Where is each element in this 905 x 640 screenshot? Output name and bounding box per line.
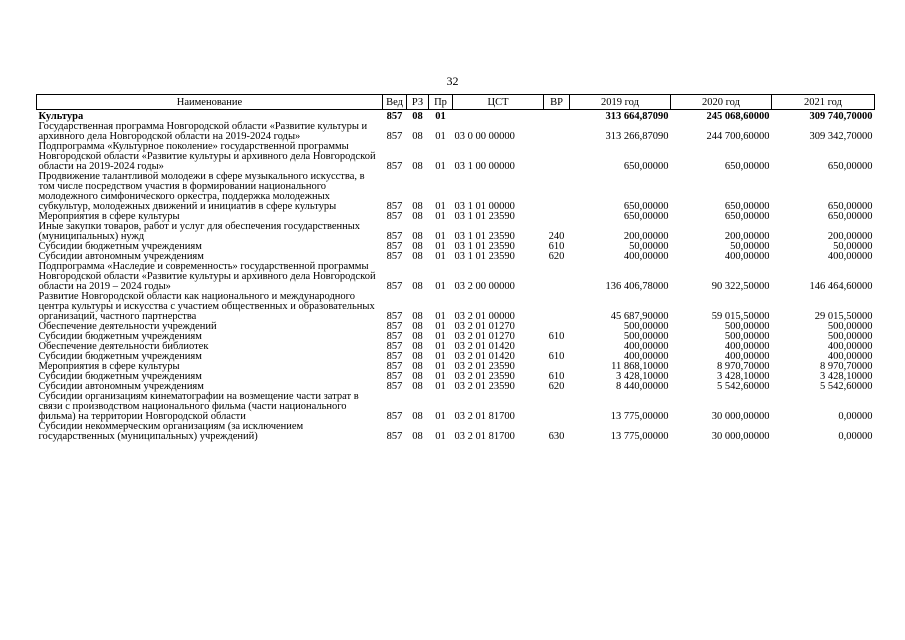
cell-y2019: 313 664,87090 [605, 111, 669, 122]
cell-y2021: 500,00000 [827, 331, 873, 342]
cell-vr [544, 262, 570, 292]
cell-y2021: 0,00000 [838, 431, 873, 442]
cell-pr: 01 [435, 131, 446, 142]
cell-y2020: 400,00000 [724, 351, 770, 362]
cell-ved: 857 [386, 111, 403, 122]
header-name: Наименование [37, 95, 383, 110]
cell-y2021: 8 970,70000 [820, 361, 873, 372]
cell-pr: 01 [435, 411, 446, 422]
cell-y2019: 400,00000 [623, 251, 669, 262]
cell-vr [544, 110, 570, 123]
cell-ved: 857 [386, 351, 403, 362]
cell-y2019: 50,00000 [629, 241, 669, 252]
cell-y2020: 400,00000 [724, 251, 770, 262]
cell-y2019: 45 687,90000 [610, 311, 669, 322]
cell-name: Субсидии бюджетным учреждениям [38, 241, 202, 252]
table-row [37, 422, 875, 442]
cell-cst: 03 1 00 00000 [454, 161, 515, 172]
cell-cst: 03 1 01 23590 [454, 211, 515, 222]
cell-y2021: 309 342,70000 [809, 131, 873, 142]
cell-y2021: 400,00000 [827, 341, 873, 352]
cell-rz: 08 [412, 331, 423, 342]
cell-name: Иные закупки товаров, работ и услуг для обеспечения государственных (муниципальных) нужд [38, 221, 361, 242]
cell-y2019: 313 266,87090 [605, 131, 669, 142]
cell-cst: 03 2 01 81700 [454, 431, 515, 442]
cell-rz: 08 [412, 381, 423, 392]
cell-cst: 03 1 01 23590 [454, 241, 515, 252]
cell-y2019: 3 428,10000 [616, 371, 669, 382]
cell-rz: 08 [412, 231, 423, 242]
cell-y2020: 8 970,70000 [717, 361, 770, 372]
cell-vr [544, 212, 570, 222]
cell-ved: 857 [386, 341, 403, 352]
table-header-row [37, 95, 875, 110]
cell-y2021: 400,00000 [827, 351, 873, 362]
cell-ved: 857 [386, 231, 403, 242]
header-2019: 2019 год [570, 95, 671, 110]
cell-pr: 01 [435, 111, 446, 122]
cell-pr: 01 [435, 201, 446, 212]
cell-cst: 03 2 01 01270 [454, 321, 515, 332]
cell-name: Подпрограмма «Культурное поколение» государственной программы Новгородской области «Развитие культуры и архивного дела Новгородской области на 2019-2024 годы» [38, 141, 376, 172]
cell-y2020: 3 428,10000 [717, 371, 770, 382]
cell-cst: 03 2 01 01270 [454, 331, 515, 342]
cell-name: Обеспечение деятельности учреждений [38, 321, 217, 332]
table-row [37, 222, 875, 242]
cell-ved: 857 [386, 201, 403, 212]
cell-ved: 857 [386, 411, 403, 422]
cell-y2019: 400,00000 [623, 351, 669, 362]
cell-ved: 857 [386, 281, 403, 292]
cell-y2019: 13 775,00000 [610, 431, 669, 442]
cell-pr: 01 [435, 381, 446, 392]
header-pr: Пр [429, 95, 453, 110]
cell-vr: 620 [548, 381, 565, 392]
header-ved: Вед [383, 95, 407, 110]
cell-rz: 08 [412, 161, 423, 172]
cell-pr: 01 [435, 241, 446, 252]
cell-vr: 630 [548, 431, 565, 442]
cell-cst: 03 2 00 00000 [454, 281, 515, 292]
cell-ved: 857 [386, 381, 403, 392]
cell-rz: 08 [412, 411, 423, 422]
cell-y2020: 245 068,60000 [706, 111, 770, 122]
cell-y2019: 136 406,78000 [605, 281, 669, 292]
cell-pr: 01 [435, 351, 446, 362]
cell-vr [544, 172, 570, 212]
cell-y2020: 30 000,00000 [711, 411, 770, 422]
cell-cst: 03 2 01 23590 [454, 371, 515, 382]
cell-pr: 01 [435, 321, 446, 332]
cell-y2020: 650,00000 [724, 201, 770, 212]
table-row [37, 262, 875, 292]
cell-name: Субсидии автономным учреждениям [38, 381, 204, 392]
cell-name: Субсидии бюджетным учреждениям [38, 351, 202, 362]
cell-rz: 08 [412, 201, 423, 212]
cell-y2021: 400,00000 [827, 251, 873, 262]
budget-table [36, 94, 875, 442]
cell-rz: 08 [412, 431, 423, 442]
header-cst: ЦСТ [453, 95, 544, 110]
cell-y2021: 29 015,50000 [814, 311, 873, 322]
cell-pr: 01 [435, 231, 446, 242]
cell-pr: 01 [435, 311, 446, 322]
cell-vr [544, 292, 570, 322]
cell-y2019: 13 775,00000 [610, 411, 669, 422]
cell-name: Субсидии бюджетным учреждениям [38, 371, 202, 382]
cell-vr: 610 [548, 351, 565, 362]
cell-pr: 01 [435, 281, 446, 292]
cell-y2021: 200,00000 [827, 231, 873, 242]
cell-cst: 03 1 01 23590 [454, 251, 515, 262]
table-row [37, 172, 875, 212]
cell-vr: 240 [548, 231, 565, 242]
cell-y2021: 500,00000 [827, 321, 873, 332]
cell-rz: 08 [412, 131, 423, 142]
cell-pr: 01 [435, 431, 446, 442]
header-2021: 2021 год [772, 95, 875, 110]
header-vr: ВР [544, 95, 570, 110]
cell-y2020: 400,00000 [724, 341, 770, 352]
cell-rz: 08 [412, 241, 423, 252]
cell-cst: 03 1 01 23590 [454, 231, 515, 242]
cell-y2020: 244 700,60000 [706, 131, 770, 142]
cell-ved: 857 [386, 241, 403, 252]
cell-rz: 08 [412, 341, 423, 352]
cell-y2021: 309 740,70000 [809, 111, 873, 122]
cell-y2019: 650,00000 [623, 161, 669, 172]
cell-cst: 03 2 01 00000 [454, 311, 515, 322]
cell-y2019: 400,00000 [623, 341, 669, 352]
cell-y2021: 50,00000 [833, 241, 873, 252]
cell-y2020: 200,00000 [724, 231, 770, 242]
cell-pr: 01 [435, 211, 446, 222]
cell-cst [453, 110, 544, 123]
header-rz: РЗ [407, 95, 429, 110]
cell-name: Мероприятия в сфере культуры [38, 361, 180, 372]
cell-pr: 01 [435, 361, 446, 372]
cell-y2021: 650,00000 [827, 201, 873, 212]
cell-rz: 08 [412, 311, 423, 322]
cell-name: Субсидии бюджетным учреждениям [38, 331, 202, 342]
cell-vr: 610 [548, 241, 565, 252]
cell-pr: 01 [435, 341, 446, 352]
cell-cst: 03 2 01 23590 [454, 381, 515, 392]
cell-name: Продвижение талантливой молодежи в сфере музыкального искусства, в том числе посредством участия в формировании национального молодежного симфонического оркестра, поддержка молодежных субкультур, молодежных движений и инициатив в сфере культуры [38, 171, 365, 212]
cell-name: Обеспечение деятельности библиотек [38, 341, 209, 352]
cell-y2021: 650,00000 [827, 161, 873, 172]
cell-cst: 03 2 01 01420 [454, 351, 515, 362]
cell-name: Государственная программа Новгородской области «Развитие культуры и архивного дела Новгородской области на 2019-2024 годы» [38, 121, 368, 142]
cell-y2019: 500,00000 [623, 321, 669, 332]
cell-pr: 01 [435, 161, 446, 172]
cell-pr: 01 [435, 331, 446, 342]
cell-y2020: 50,00000 [730, 241, 770, 252]
cell-ved: 857 [386, 361, 403, 372]
cell-rz: 08 [412, 281, 423, 292]
cell-y2019: 200,00000 [623, 231, 669, 242]
cell-pr: 01 [435, 251, 446, 262]
cell-y2019: 500,00000 [623, 331, 669, 342]
cell-rz: 08 [412, 361, 423, 372]
page-number: 32 [446, 74, 459, 88]
table-row [37, 292, 875, 322]
cell-name: Субсидии автономным учреждениям [38, 251, 204, 262]
cell-ved: 857 [386, 431, 403, 442]
cell-cst: 03 0 00 00000 [454, 131, 515, 142]
cell-rz: 08 [412, 211, 423, 222]
cell-ved: 857 [386, 311, 403, 322]
cell-y2019: 650,00000 [623, 201, 669, 212]
cell-y2020: 500,00000 [724, 331, 770, 342]
cell-ved: 857 [386, 251, 403, 262]
table-row [37, 392, 875, 422]
cell-name: Мероприятия в сфере культуры [38, 211, 180, 222]
cell-y2020: 650,00000 [724, 161, 770, 172]
cell-rz: 08 [412, 321, 423, 332]
cell-y2020: 59 015,50000 [711, 311, 770, 322]
cell-y2021: 3 428,10000 [820, 371, 873, 382]
cell-name: Субсидии организациям кинематографии на возмещение части затрат в связи с производством национального фильма (части национального фильма) на территории Новгородской области [38, 391, 359, 422]
cell-y2020: 650,00000 [724, 211, 770, 222]
cell-y2019: 8 440,00000 [616, 381, 669, 392]
cell-y2020: 30 000,00000 [711, 431, 770, 442]
table-row [37, 122, 875, 142]
cell-y2021: 146 464,60000 [809, 281, 873, 292]
cell-y2020: 90 322,50000 [711, 281, 770, 292]
cell-vr [544, 142, 570, 172]
cell-cst: 03 2 01 01420 [454, 341, 515, 352]
cell-rz: 08 [412, 251, 423, 262]
cell-y2021: 0,00000 [838, 411, 873, 422]
cell-name: Развитие Новгородской области как национального и международного центра культуры и искусства с участием общественных и образовательных организаций, частного партнерства [38, 291, 375, 322]
cell-rz: 08 [412, 111, 423, 122]
cell-cst: 03 2 01 81700 [454, 411, 515, 422]
cell-ved: 857 [386, 321, 403, 332]
cell-ved: 857 [386, 131, 403, 142]
table-body [37, 110, 875, 443]
cell-y2021: 5 542,60000 [820, 381, 873, 392]
header-2020: 2020 год [671, 95, 772, 110]
cell-name: Подпрограмма «Наследие и современность» государственной программы Новгородской области «Развитие культуры и архивного дела Новгородской области на 2019 – 2024 годы» [38, 261, 376, 292]
cell-vr: 610 [548, 331, 565, 342]
cell-y2019: 650,00000 [623, 211, 669, 222]
cell-ved: 857 [386, 161, 403, 172]
cell-y2020: 500,00000 [724, 321, 770, 332]
cell-y2019: 11 868,10000 [611, 361, 669, 372]
table-row [37, 142, 875, 172]
cell-vr: 610 [548, 371, 565, 382]
cell-vr [544, 392, 570, 422]
cell-cst: 03 2 01 23590 [454, 361, 515, 372]
cell-ved: 857 [386, 211, 403, 222]
cell-vr [544, 122, 570, 142]
cell-ved: 857 [386, 331, 403, 342]
cell-y2021: 650,00000 [827, 211, 873, 222]
cell-y2020: 5 542,60000 [717, 381, 770, 392]
cell-pr: 01 [435, 371, 446, 382]
cell-cst: 03 1 01 00000 [454, 201, 515, 212]
cell-rz: 08 [412, 371, 423, 382]
cell-vr: 620 [548, 251, 565, 262]
cell-name: Культура [38, 111, 84, 122]
cell-name: Субсидии некоммерческим организациям (за исключением государственных (муниципальных) учреждений) [38, 421, 304, 442]
cell-ved: 857 [386, 371, 403, 382]
cell-rz: 08 [412, 351, 423, 362]
